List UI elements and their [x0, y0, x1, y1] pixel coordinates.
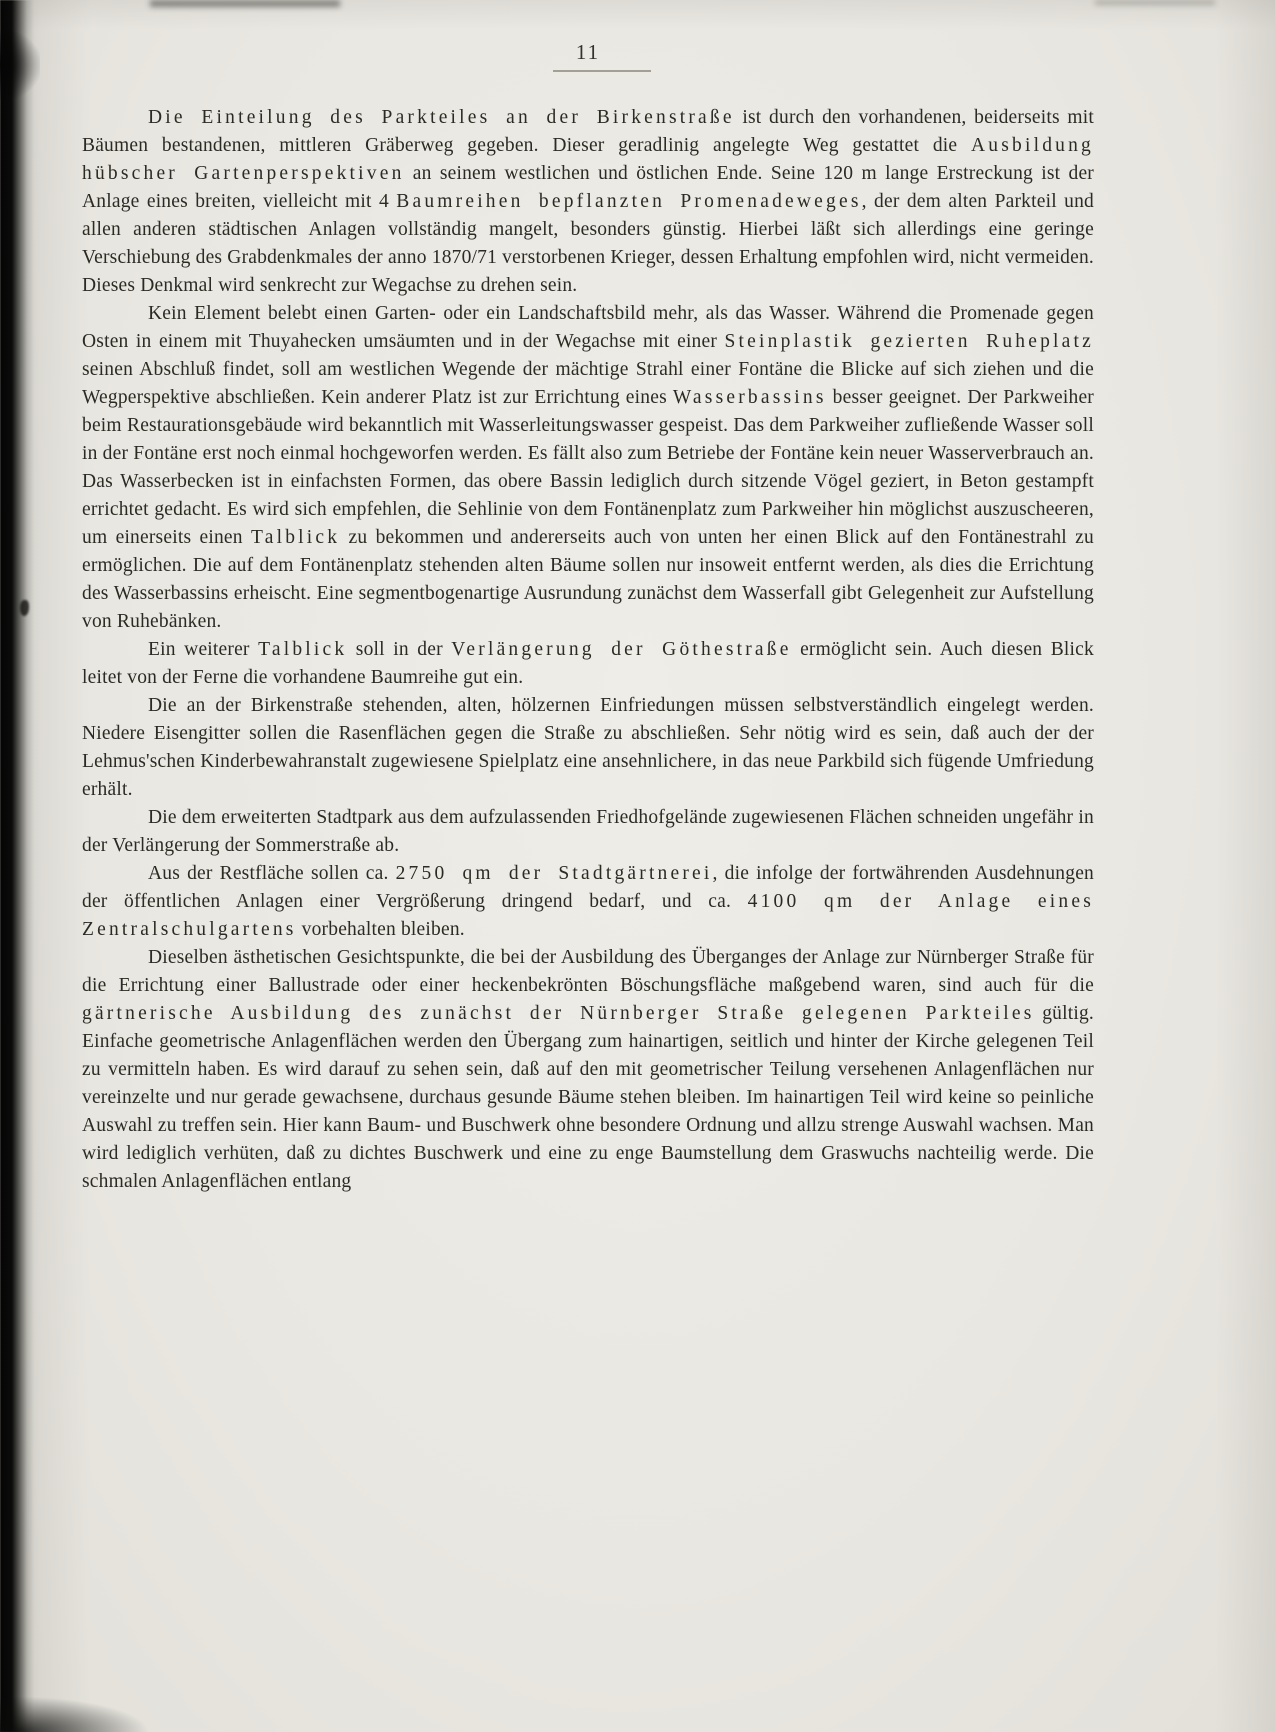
body-text-run: gültig. Einfache geometrische Anlagenflächen werden den Übergang zum hainartigen, seitlich und hinter der Kirche gelegenen Teil zu vermitteln haben. Es wird darauf zu sehen sein, daß auf den mit geometrischer Teilung versehenen Anlagenflächen nur vereinzelte und nur gerade gewachsene, durchaus gesunde Bäume stehen bleiben. Im hainartigen Teil wird keine so peinliche Auswahl zu treffen sein. Hier kann Baum- und Buschwerk ohne besondere Ordnung und allzu strenge Auswahl wachsen. Man wird lediglich verhüten, daß zu dichtes Buschwerk und eine zu enge Baumstellung dem Graswuchs nachteilig werde. Die schmalen Anlagenflächen entlang — [82, 1003, 1094, 1192]
emphasized-letterspaced-text: 2750 qm der Stadtgärtnerei — [395, 863, 713, 884]
body-text-run: Kein Element belebt einen Garten- oder ein Landschaftsbild mehr, als das Wasser. Während die Promenade gegen Osten in einem mit Thuyahecken umsäumten und in der Wegachse mit einer — [82, 303, 1094, 352]
body-text-run: , die infolge der fortwährenden Ausdehnungen der öffentlichen Anlagen einer Vergrößerung dringend bedarf, und ca. — [82, 863, 1095, 912]
emphasized-letterspaced-text: Steinplastik gezierten Ruheplatz — [724, 331, 1094, 352]
emphasized-letterspaced-text: Talblick — [258, 639, 348, 660]
emphasized-letterspaced-text: Verlängerung der Göthestraße — [451, 639, 792, 660]
body-text-run: zu bekommen und andererseits auch von unten her einen Blick auf den Fontänestrahl zu ermöglichen. Die auf dem Fontänenplatz stehenden alten Bäume sollen nur insoweit entfernt werden, als dies die Errichtung des Wasserbassins erheischt. Eine segmentbogenartige Ausrundung zunächst dem Wasserfall gibt Gelegenheit zur Aufstellung von Ruhebänken. — [82, 527, 1094, 632]
paragraph — [82, 944, 1094, 1196]
page-number: 11 — [575, 40, 601, 64]
paragraph — [82, 860, 1094, 944]
scan-smudge-bottom-left-artifact — [0, 1696, 150, 1732]
body-text-run: an seinem westlichen und östlichen Ende. Seine 120 m lange Erstreckung ist der Anlage eines breiten, vielleicht mit 4 — [82, 163, 1094, 212]
body-text-run: ist durch den vorhandenen, beiderseits mit Bäumen bestandenen, mittleren Gräberweg gegeben. Dieser geradlinig angelegte Weg gestattet die — [82, 107, 1094, 156]
paragraph — [82, 804, 1094, 860]
scan-smudge-top-artifact — [150, 0, 340, 7]
body-text-run: seinen Abschluß findet, soll am westlichen Wegende der mächtige Strahl einer Fontäne die Blicke auf sich ziehen und die Wegperspektive abschließen. Kein anderer Platz ist zur Errichtung eines — [82, 359, 1094, 408]
body-text-run: besser geeignet. Der Parkweiher beim Restaurationsgebäude wird bekanntlich mit Wasserleitungswasser gespeist. Das dem Parkweiher zufließende Wasser soll in der Fontäne erst noch einmal hochgeworfen werden. Es fällt also zum Betriebe der Fontäne kein neuer Wasserverbrauch an. Das Wasserbecken ist in einfachsten Formen, das obere Bassin lediglich durch sitzende Vögel geziert, in Beton gestampft errichtet gedacht. Es wird sich empfehlen, die Sehlinie von dem Fontänenplatz zum Parkweiher hin möglichst auszuscheeren, um einerseits einen — [82, 387, 1094, 548]
body-text-run: Die an der Birkenstraße stehenden, alten, hölzernen Einfriedungen müssen selbstverständlich eingelegt werden. Niedere Eisengitter sollen die Rasenflächen gegen die Straße zu abschließen. Sehr nötig wird es sein, daß auch der der Lehmus'schen Kinderbewahranstalt zugewiesene Spielplatz eine ansehnlichere, in das neue Parkbild sich fügende Umfriedung erhält. — [82, 695, 1094, 800]
emphasized-letterspaced-text: Wasserbassins — [672, 387, 827, 408]
page-number-rule — [553, 70, 651, 72]
paragraph — [82, 104, 1094, 300]
emphasized-letterspaced-text: gärtnerische Ausbildung des zunächst der Nürnberger Straße gelegenen Parkteiles — [82, 1003, 1035, 1024]
emphasized-letterspaced-text: Baumreihen bepflanzten Promenadeweges — [396, 191, 862, 212]
body-text-run: , der dem alten Parkteil und allen anderen städtischen Anlagen vollständig mangelt, besonders günstig. Hierbei läßt sich allerdings eine geringe Verschiebung des Grabdenkmales der anno 1870/71 verstorbenen Krieger, dessen Erhaltung empfohlen wird, nicht vermeiden. Dieses Denkmal wird senkrecht zur Wegachse zu drehen sein. — [82, 191, 1094, 296]
body-text-run: ermöglicht sein. Auch diesen Blick leitet von der Ferne die vorhandene Baumreihe gut ein. — [82, 639, 1094, 688]
body-text-run: soll in der — [347, 639, 452, 660]
page-header — [82, 40, 1094, 72]
scan-smudge-top-right-artifact — [1095, 0, 1215, 5]
body-text-run: vorbehalten bleiben. — [296, 919, 465, 940]
emphasized-letterspaced-text: Talblick — [251, 527, 341, 548]
paragraph — [82, 300, 1094, 636]
body-text-run: Ein weiterer — [148, 639, 259, 660]
emphasized-letterspaced-text: Ausbildung hübscher Gartenperspektiven — [82, 135, 1094, 184]
body-text-run: Aus der Restfläche sollen ca. — [148, 863, 396, 884]
document-body — [82, 104, 1094, 1196]
body-text-run: Die dem erweiterten Stadtpark aus dem aufzulassenden Friedhofgelände zugewiesenen Flächen schneiden ungefähr in der Verlängerung der Sommerstraße ab. — [82, 807, 1094, 856]
scan-edge-left-artifact — [0, 0, 34, 1732]
paragraph — [82, 692, 1094, 804]
body-text-run: Dieselben ästhetischen Gesichtspunkte, die bei der Ausbildung des Überganges der Anlage zur Nürnberger Straße für die Errichtung einer Ballustrade oder einer heckenbekrönten Böschungsfläche maßgebend waren, sind auch für die — [82, 947, 1094, 996]
scan-edge-blob-artifact — [0, 30, 40, 100]
emphasized-letterspaced-text: Die Einteilung des Parkteiles an der Birkenstraße — [148, 107, 735, 128]
paragraph — [82, 636, 1094, 692]
emphasized-letterspaced-text: 4100 qm der Anlage eines Zentralschulgartens — [82, 891, 1094, 940]
